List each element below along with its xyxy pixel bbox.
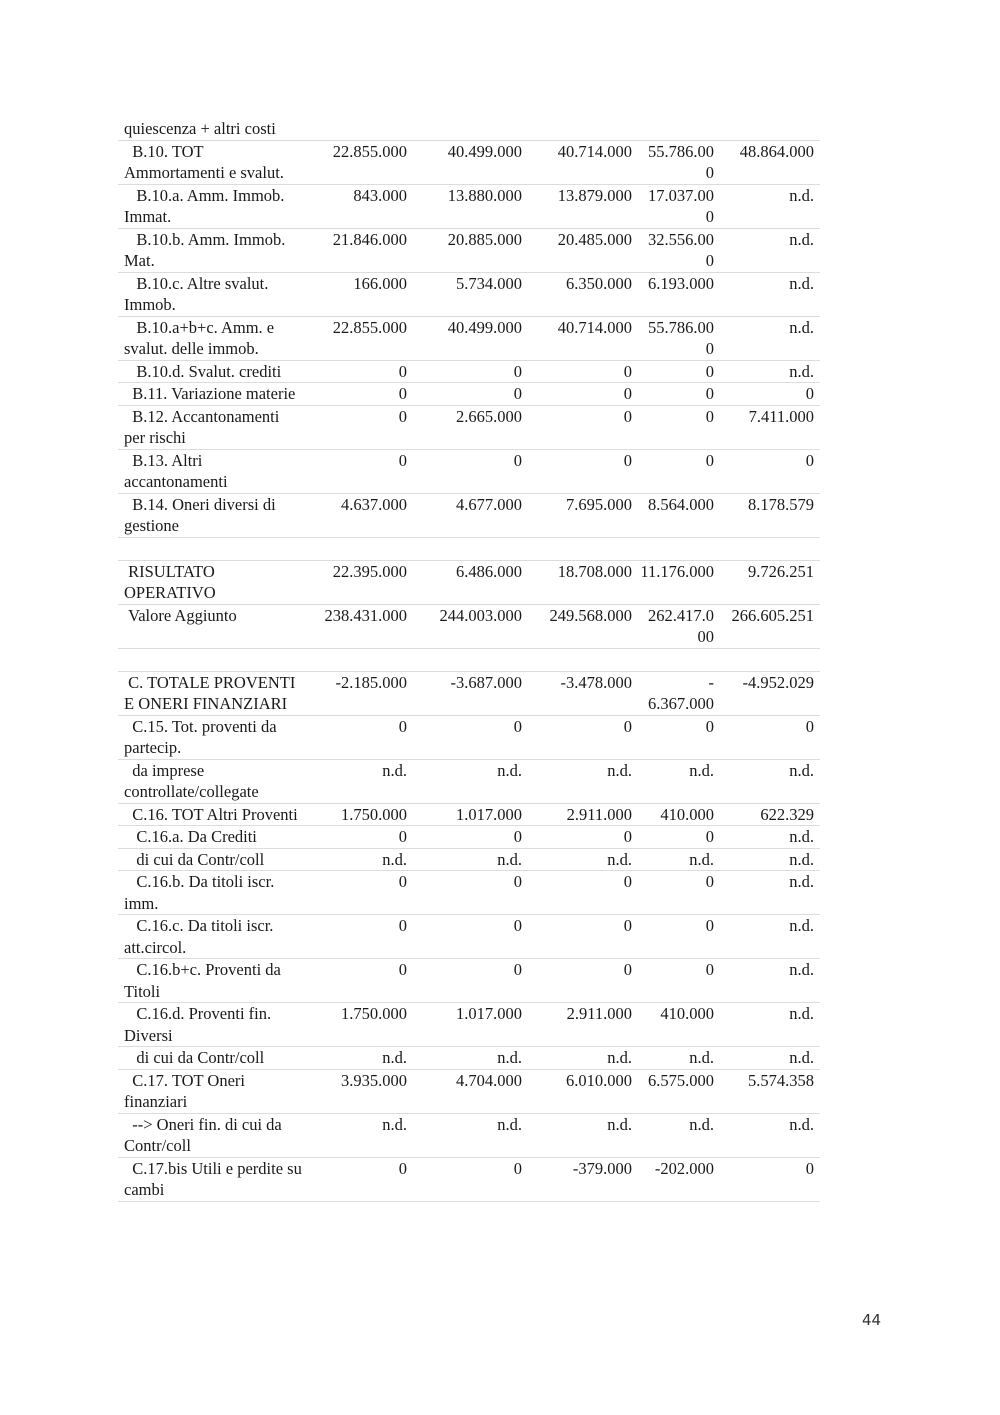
value-cell: n.d. [528,759,638,803]
spacer-cell [118,648,820,671]
value-cell: 48.864.000 [722,140,820,184]
value-cell: - 6.367.000 [638,671,722,715]
value-cell: 40.499.000 [413,316,528,360]
table-row [118,140,820,184]
value-cell: 5.574.358 [722,1069,820,1113]
table-row [118,1157,820,1201]
value-cell: 0 [638,915,722,959]
value-cell: 0 [638,360,722,383]
value-cell: 0 [308,715,413,759]
row-label: C.16. TOT Altri Proventi [118,803,308,826]
value-cell: 0 [722,715,820,759]
table-row [118,1113,820,1157]
value-cell [638,118,722,140]
spacer-cell [118,537,820,560]
value-cell: 0 [413,383,528,406]
value-cell: 22.395.000 [308,560,413,604]
table-row [118,360,820,383]
row-label: B.12. Accantonamenti per rischi [118,405,308,449]
value-cell: 843.000 [308,184,413,228]
value-cell: n.d. [308,1113,413,1157]
value-cell: -2.185.000 [308,671,413,715]
value-cell: n.d. [308,848,413,871]
value-cell: -3.687.000 [413,671,528,715]
value-cell: n.d. [308,1047,413,1070]
value-cell: 0 [722,383,820,406]
value-cell: 40.499.000 [413,140,528,184]
row-label: B.10.b. Amm. Immob. Mat. [118,228,308,272]
row-label: da imprese controllate/collegate [118,759,308,803]
value-cell: 11.176.000 [638,560,722,604]
value-cell: 0 [638,715,722,759]
value-cell: 622.329 [722,803,820,826]
value-cell: n.d. [722,1047,820,1070]
row-label: B.13. Altri accantonamenti [118,449,308,493]
value-cell: 0 [528,959,638,1003]
table-row [118,826,820,849]
value-cell: 0 [528,383,638,406]
value-cell: 0 [528,449,638,493]
table-row [118,493,820,537]
value-cell: 0 [638,871,722,915]
value-cell: 0 [413,959,528,1003]
value-cell: n.d. [413,848,528,871]
table-row [118,715,820,759]
value-cell: 0 [308,383,413,406]
value-cell: 20.885.000 [413,228,528,272]
value-cell: n.d. [722,184,820,228]
value-cell: 8.564.000 [638,493,722,537]
value-cell: 5.734.000 [413,272,528,316]
row-label: C.17.bis Utili e perdite su cambi [118,1157,308,1201]
value-cell: n.d. [722,826,820,849]
value-cell: n.d. [722,1003,820,1047]
row-label: C.16.b. Da titoli iscr. imm. [118,871,308,915]
value-cell: 0 [722,1157,820,1201]
row-label: C.15. Tot. proventi da partecip. [118,715,308,759]
value-cell: 40.714.000 [528,140,638,184]
value-cell: n.d. [528,1047,638,1070]
value-cell: 7.411.000 [722,405,820,449]
value-cell: 40.714.000 [528,316,638,360]
row-label: Valore Aggiunto [118,604,308,648]
value-cell: n.d. [722,360,820,383]
value-cell: 0 [308,1157,413,1201]
value-cell: 6.575.000 [638,1069,722,1113]
row-label: B.10.a. Amm. Immob. Immat. [118,184,308,228]
table-row [118,184,820,228]
value-cell: 2.665.000 [413,405,528,449]
table-row [118,1047,820,1070]
value-cell: 4.637.000 [308,493,413,537]
row-label: --> Oneri fin. di cui da Contr/coll [118,1113,308,1157]
value-cell: 0 [638,449,722,493]
value-cell: n.d. [722,848,820,871]
table-row [118,848,820,871]
row-label: B.10.c. Altre svalut. Immob. [118,272,308,316]
value-cell: 0 [413,915,528,959]
value-cell: 0 [528,405,638,449]
value-cell: -3.478.000 [528,671,638,715]
value-cell: 3.935.000 [308,1069,413,1113]
value-cell: 18.708.000 [528,560,638,604]
table-row [118,405,820,449]
value-cell: 0 [528,360,638,383]
row-label: C.16.d. Proventi fin. Diversi [118,1003,308,1047]
table-row [118,316,820,360]
value-cell: 2.911.000 [528,803,638,826]
value-cell [413,118,528,140]
value-cell: 55.786.000 [638,316,722,360]
value-cell: n.d. [722,871,820,915]
table-row [118,959,820,1003]
value-cell: 0 [308,360,413,383]
row-label: B.14. Oneri diversi di gestione [118,493,308,537]
value-cell: 166.000 [308,272,413,316]
value-cell: n.d. [308,759,413,803]
value-cell [308,118,413,140]
value-cell: n.d. [413,759,528,803]
value-cell: 0 [413,826,528,849]
value-cell: n.d. [722,272,820,316]
table-row [118,759,820,803]
value-cell: 0 [528,826,638,849]
value-cell: 6.193.000 [638,272,722,316]
value-cell: 0 [413,449,528,493]
value-cell: 0 [638,383,722,406]
value-cell: -4.952.029 [722,671,820,715]
row-label: C.16.c. Da titoli iscr. att.circol. [118,915,308,959]
value-cell: 8.178.579 [722,493,820,537]
value-cell: 1.750.000 [308,1003,413,1047]
table-row [118,228,820,272]
value-cell: 0 [413,715,528,759]
value-cell: 2.911.000 [528,1003,638,1047]
value-cell [528,118,638,140]
spacer-row [118,648,820,671]
row-label: quiescenza + altri costi [118,118,308,140]
value-cell: 0 [308,915,413,959]
value-cell: -202.000 [638,1157,722,1201]
table-row [118,871,820,915]
value-cell: n.d. [638,759,722,803]
value-cell: 1.017.000 [413,1003,528,1047]
row-label: C.16.b+c. Proventi da Titoli [118,959,308,1003]
table-row [118,449,820,493]
table-body [118,118,820,1201]
row-label: B.10.d. Svalut. crediti [118,360,308,383]
value-cell: 6.486.000 [413,560,528,604]
table-row [118,604,820,648]
value-cell: 0 [528,715,638,759]
value-cell: n.d. [638,1113,722,1157]
table-row [118,118,820,140]
value-cell: 1.750.000 [308,803,413,826]
value-cell: 32.556.000 [638,228,722,272]
row-label: B.10. TOT Ammortamenti e svalut. [118,140,308,184]
value-cell: 0 [638,826,722,849]
table-row [118,803,820,826]
row-label: C.16.a. Da Crediti [118,826,308,849]
row-label: C. TOTALE PROVENTI E ONERI FINANZIARI [118,671,308,715]
value-cell: 249.568.000 [528,604,638,648]
value-cell: 0 [308,959,413,1003]
value-cell: 0 [528,915,638,959]
value-cell: 13.879.000 [528,184,638,228]
value-cell: n.d. [413,1113,528,1157]
value-cell: 0 [413,871,528,915]
value-cell: 0 [638,959,722,1003]
value-cell: 6.010.000 [528,1069,638,1113]
row-label: C.17. TOT Oneri finanziari [118,1069,308,1113]
value-cell: n.d. [528,1113,638,1157]
spacer-row [118,537,820,560]
table-row [118,560,820,604]
table-row [118,272,820,316]
financial-table [118,118,820,1202]
value-cell: 0 [413,1157,528,1201]
value-cell: 22.855.000 [308,140,413,184]
table-row [118,383,820,406]
value-cell: 22.855.000 [308,316,413,360]
value-cell: 4.677.000 [413,493,528,537]
value-cell: 0 [528,871,638,915]
value-cell: n.d. [722,759,820,803]
value-cell: 238.431.000 [308,604,413,648]
row-label: di cui da Contr/coll [118,1047,308,1070]
table-row [118,1003,820,1047]
value-cell: n.d. [722,959,820,1003]
value-cell: 0 [308,405,413,449]
value-cell: 6.350.000 [528,272,638,316]
value-cell: n.d. [722,316,820,360]
table-row [118,671,820,715]
value-cell: 55.786.000 [638,140,722,184]
value-cell: n.d. [413,1047,528,1070]
value-cell: 0 [308,826,413,849]
value-cell: 262.417.000 [638,604,722,648]
value-cell: 0 [308,449,413,493]
page-number: 44 [862,1311,882,1329]
value-cell: 13.880.000 [413,184,528,228]
value-cell: n.d. [722,228,820,272]
value-cell: 244.003.000 [413,604,528,648]
value-cell: 0 [638,405,722,449]
value-cell: 0 [722,449,820,493]
value-cell: 410.000 [638,1003,722,1047]
value-cell: 410.000 [638,803,722,826]
value-cell: 0 [308,871,413,915]
value-cell: n.d. [722,1113,820,1157]
row-label: di cui da Contr/coll [118,848,308,871]
value-cell: 0 [413,360,528,383]
row-label: B.11. Variazione materie [118,383,308,406]
value-cell: 4.704.000 [413,1069,528,1113]
value-cell: -379.000 [528,1157,638,1201]
value-cell: 266.605.251 [722,604,820,648]
table-row [118,1069,820,1113]
value-cell: 9.726.251 [722,560,820,604]
value-cell [722,118,820,140]
value-cell: n.d. [638,848,722,871]
value-cell: 17.037.000 [638,184,722,228]
value-cell: 7.695.000 [528,493,638,537]
value-cell: n.d. [722,915,820,959]
table-row [118,915,820,959]
value-cell: 20.485.000 [528,228,638,272]
row-label: B.10.a+b+c. Amm. e svalut. delle immob. [118,316,308,360]
row-label: RISULTATO OPERATIVO [118,560,308,604]
value-cell: n.d. [528,848,638,871]
value-cell: 1.017.000 [413,803,528,826]
value-cell: 21.846.000 [308,228,413,272]
value-cell: n.d. [638,1047,722,1070]
